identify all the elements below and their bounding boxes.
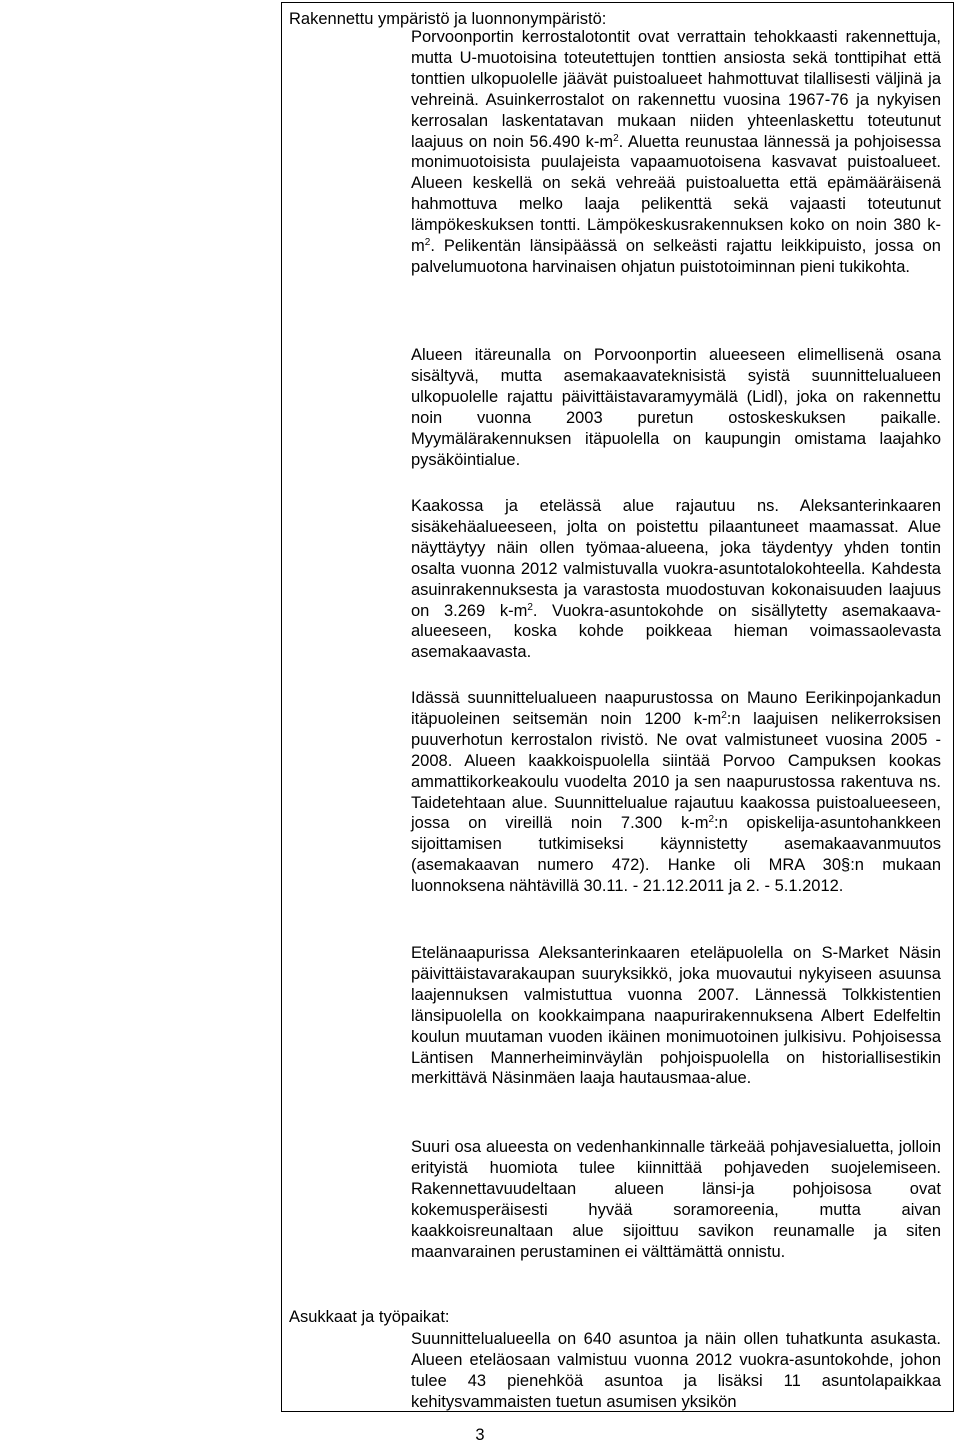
section-heading-environment: Rakennettu ympäristö ja luonnonympäristö:: [289, 10, 607, 28]
paragraph-residents: Suunnittelualueella on 640 asuntoa ja näin ollen tuhatkunta asukasta. Alueen eteläosaan valmistuu vuonna 2012 vuokra-asuntokohde, johon tulee 43 pienehköä asuntoa ja lisäksi 11 asuntolapaikkaa kehitysvammaisten tuetun asumisen yksikön: [411, 1330, 941, 1411]
paragraph-housing-plots: Porvoonportin kerrostalotontit ovat verrattain tehokkaasti rakennettuja, mutta U-muotoisina toteutettujen tonttien ansiosta sekä tonttipihat että tonttien ulkopuolelle jäävät puistoalueet hahmottuvat tilallisesti väljinä ja vehreinä. Asuinkerrostalot on rakennettu vuosina 1967-76 ja nykyisen kerrosalan laskentatavan mukaan niiden yhteenlaskettu toteutunut laajuus on noin 56.490 $k-m^2$. Aluetta reunustaa lännessä ja pohjoisessa monimuotoisista puulajeista vapaamuotoisena kasvavat puistoalueet. Alueen keskellä on sekä vehreää puistoaluetta että epämääräisenä hahmottuva melko laaja pelikenttä sekä vajaasti toteutunut lämpökeskuksen tontti. Lämpökeskusrakennuksen koko on noin 380 $k-m^2$. Pelikentän länsipäässä on selkeästi rajattu leikkipuisto, jossa on palvelumuotona harvinaisen ohjatun puistotoiminnan pieni tukikohta.: [411, 28, 941, 276]
paragraph-groundwater: Suuri osa alueesta on vedenhankinnalle tärkeää pohjavesialuetta, jolloin erityistä huomiota tulee kiinnittää pohjaveden suojelemiseen. Rakennettavuudeltaan alueen länsi-ja pohjoisosa ovat kokemusperäisesti hyvää soramoreenia, mutta aivan kaakkoisreunaltaan alue sijoittuu savikon reunamalle ja siten maanvarainen perustaminen ei välttämättä onnistu.: [411, 1138, 941, 1261]
page-number: 3: [475, 1426, 485, 1444]
paragraph-lidl-store: Alueen itäreunalla on Porvoonportin alueeseen elimellisenä osana sisältyvä, mutta asemakaavateknisistä syistä suunnittelualueen ulkopuolelle rajattu päivittäistavaramyymälä (Lidl), joka on rakennettu noin vuonna 2003 puretun ostoskeskuksen paikalle. Myymälärakennuksen itäpuolella on kaupungin omistama laajahko pysäköintialue.: [411, 346, 941, 469]
paragraph-southern-neighbourhood: Etelänaapurissa Aleksanterinkaaren eteläpuolella on S-Market Näsin päivittäistavarakaupan suuryksikkö, joka muovautui nykyiseen asuunsa laajennuksen valmistuttua vuonna 2007. Lännessä Tolkkistentien länsipuolella on kookkaimpana naapurirakennuksena Albert Edelfeltin koulun muutaman vuoden ikäinen monimuotoinen julkisivu. Pohjoisessa Läntisen Mannerheiminväylän pohjoispuolella on historiallisestikin merkittävä Näsinmäen laaja hautausmaa-alue.: [411, 944, 941, 1088]
paragraph-southeast-boundary: Kaakossa ja etelässä alue rajautuu ns. Aleksanterinkaaren sisäkehäalueeseen, jolta on poistettu pilaantuneet maamassat. Alue näyttäytyy näin ollen työmaa-alueena, joka täydentyy yhden tontin osalta vuonna 2012 valmistuvalla vuokra-asuntotalokohteella. Kahdesta asuinrakennuksesta ja varastosta muodostuvan kokonaisuuden laajuus on 3.269 $k-m^2$. Vuokra-asuntokohde on sisällytetty asemakaava-alueeseen, koska kohde poikkeaa hieman voimassaolevasta asemakaavasta.: [411, 497, 941, 662]
section-heading-residents: Asukkaat ja työpaikat:: [289, 1308, 450, 1326]
paragraph-eastern-neighbourhood: Idässä suunnittelualueen naapurustossa on Mauno Eerikinpojankadun itäpuoleinen seitsemän noin 1200 $k-m^2:n$ laajuisen nelikerroksisen puuverhotun kerrostalon rivistö. Ne ovat valmistuneet vuosina 2005 - 2008. Alueen kaakkoispuolella siintää Porvoo Campuksen kookas ammattikorkeakoulu vuodelta 2010 ja sen naapurustossa rakentuva ns. Taidetehtaan alue. Suunnittelualue rajautuu kaakossa puistoalueeseen, jossa on vireillä noin 7.300 $k-m^2:n$ opiskelija-asuntohankkeen sijoittamisen tutkimiseksi käynnistetty asemakaavanmuutos (asemakaavan numero 472). Hanke oli MRA 30§:n mukaan luonnoksena nähtävillä 30.11. - 21.12.2011 ja 2. - 5.1.2012.: [411, 689, 942, 896]
